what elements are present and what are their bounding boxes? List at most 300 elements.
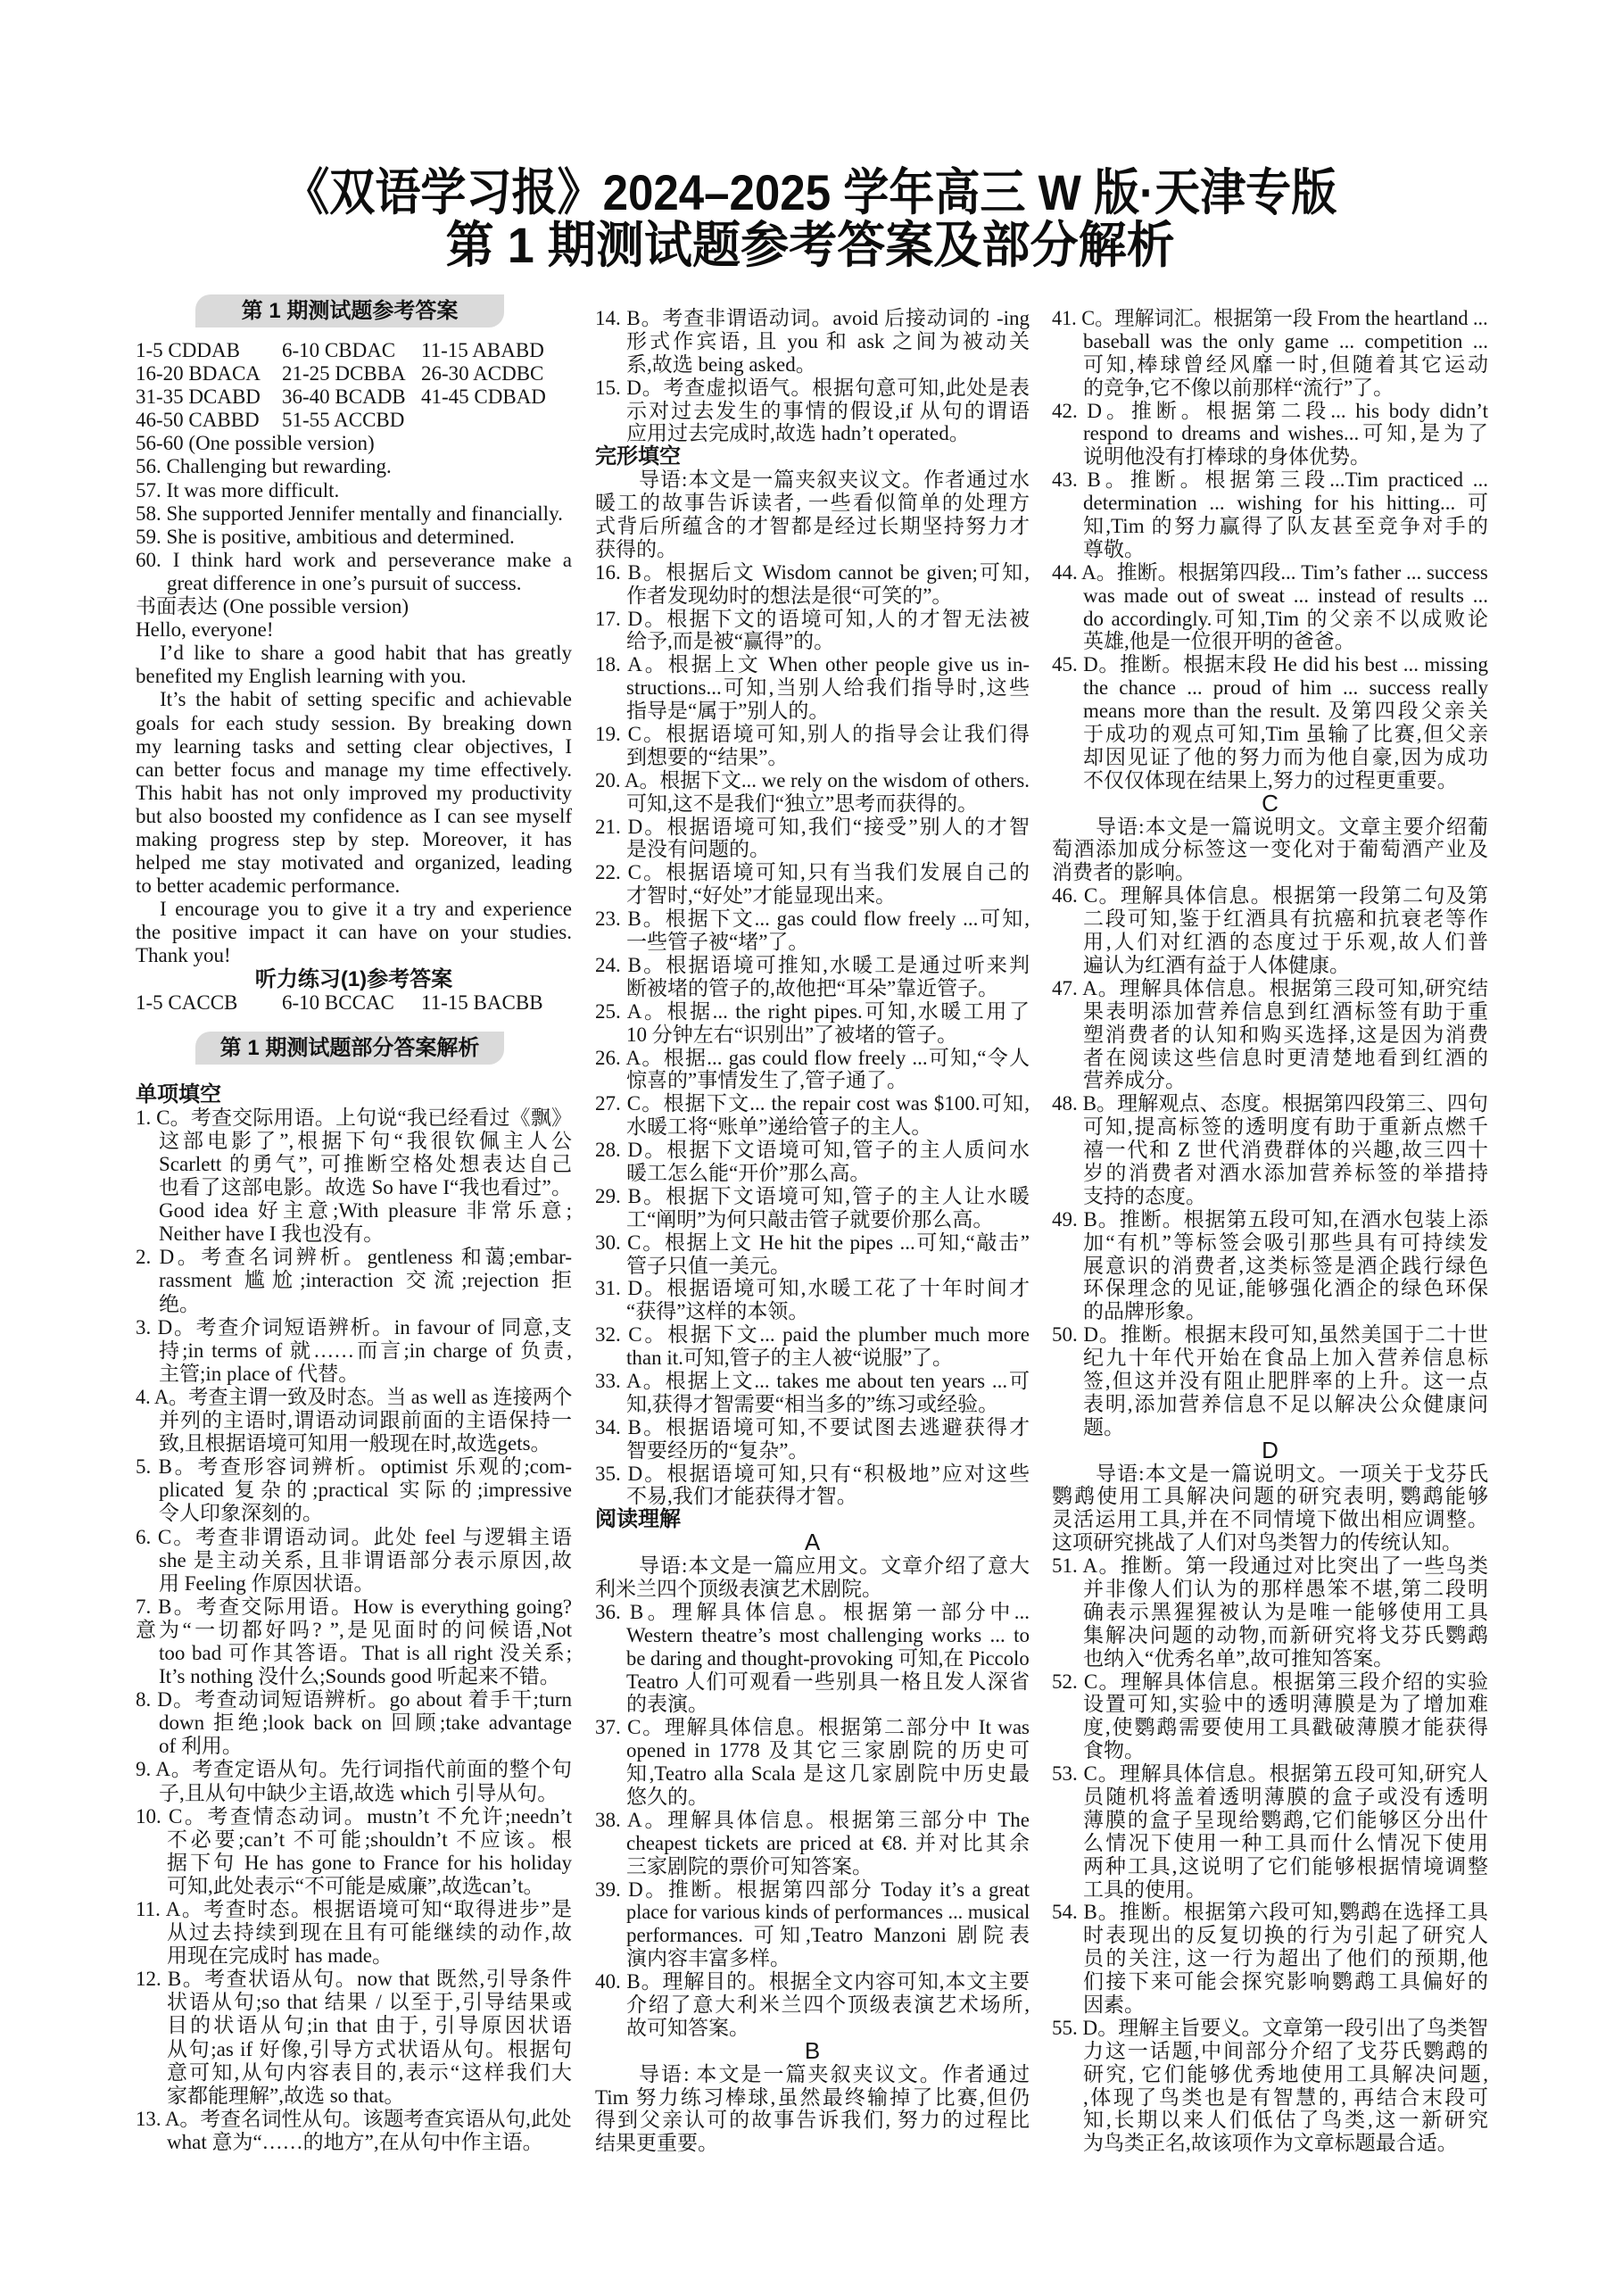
text-line: be daring and thought-provoking 可知,在 Piccolo — [626, 1646, 1030, 1670]
explanation-item — [595, 1047, 1030, 1093]
text-line: 48. B。理解观点、态度。根据第四段第三、四句 — [1052, 1092, 1488, 1115]
text-line: 30. C。根据上文 He hit the pipes ...可知,“敲击” — [595, 1231, 1030, 1254]
explanation-item — [595, 608, 1030, 654]
text-line: 2. D。考查名词辨析。gentleness 和蔼;embar- — [136, 1246, 572, 1269]
explanation-item — [1052, 307, 1488, 400]
explanation-item — [1052, 2017, 1488, 2155]
text-line: 导语:本文是一篇应用文。文章介绍了意大 — [639, 1554, 1030, 1578]
text-line: do accordingly.可知,Tim 的父亲不以成败论 — [1083, 607, 1488, 630]
explanation-item — [595, 1970, 1030, 2040]
text-line: 的竞争,它不像以前那样“流行”了。 — [1083, 376, 1394, 399]
text-line: was made out of sweat ... instead of results ... — [1083, 584, 1488, 607]
text-line: 是没有问题的。 — [626, 838, 770, 861]
explanation-item — [595, 1139, 1030, 1185]
text-line: It’s nothing 没什么;Sounds good 听起来不错。 — [159, 1665, 560, 1688]
explanation-item — [1052, 977, 1488, 1092]
text-line: 8. D。考查动词短语辨析。go about 着手干;turn — [136, 1688, 572, 1712]
explanation-item — [136, 1898, 572, 1968]
text-line: 工“阐明”为何只敲击管子就要价那么高。 — [626, 1207, 994, 1231]
answer-group: 26-30 ACDBC — [421, 362, 544, 385]
text-line: what 意为“……的地方”,在从句中作主语。 — [167, 2130, 543, 2153]
text-block — [136, 432, 572, 548]
text-line: 14. B。考查非谓语动词。avoid 后接动词的 -ing — [595, 307, 1030, 329]
text-line: 可知,此处表示“不可能是威廉”,故选can’t。 — [167, 1874, 544, 1897]
text-line: I encourage you to give it a try and experience — [160, 898, 572, 921]
explanation-item — [136, 1688, 572, 1758]
passage-intro — [595, 468, 1030, 561]
text-line: place for various kinds of performances ... musical — [626, 1901, 1030, 1924]
text-line: helped me stay motivated and organized, leading — [136, 851, 572, 874]
text-line: 49. B。推断。根据第五段可知,在酒水包装上添 — [1052, 1207, 1488, 1231]
text-line: 尊敬。 — [1083, 537, 1145, 560]
explanation-item — [595, 861, 1030, 908]
text-line: 9. A。考查定语从句。先行词指代前面的整个句 — [136, 1758, 572, 1781]
text-line: 34. B。根据语境可知,不要试图去逃避获得才 — [595, 1415, 1030, 1438]
text-line: 导语: 本文是一篇夹叙夹议文。作者通过 — [639, 2062, 1030, 2085]
explanation-item — [595, 908, 1030, 954]
passage-intro — [1052, 1463, 1488, 1555]
text-line: 食物。 — [1083, 1739, 1145, 1762]
text-line: 惊喜的”事情发生了,管子通了。 — [626, 1069, 907, 1092]
explanation-item — [595, 816, 1030, 862]
text-line: 得到父亲认可的故事告诉我们, 努力的过程比 — [595, 2109, 1030, 2132]
text-line: 用现在完成时 has made。 — [167, 1944, 393, 1968]
explanation-item — [136, 1246, 572, 1315]
answer-group: 51-55 ACCBD — [282, 409, 405, 432]
passage-intro — [1052, 816, 1488, 885]
text-line: 11. A。考查时态。根据语境可知“取得进步”是 — [136, 1898, 572, 1920]
text-line: 遍认为红酒有益于人体健康。 — [1083, 953, 1350, 976]
text-line: respond to dreams and wishes...可知,是为了 — [1083, 422, 1488, 445]
text-line: 6. C。考查非谓语动词。此处 feel 与逻辑主语 — [136, 1525, 572, 1548]
text-line: 工具的使用。 — [1083, 1877, 1206, 1901]
text-line: 5. B。考查形容词辨析。optimist 乐观的;com- — [136, 1455, 572, 1479]
text-line: 也纳入“优秀名单”,故可推知答案。 — [1083, 1646, 1394, 1670]
text-line: 么情况下使用一种工具而什么情况下使用 — [1083, 1831, 1488, 1854]
text-line: 环保理念的见证,能够强化酒企的绿色环保 — [1083, 1277, 1488, 1300]
text-line: 力这一话题,中间部分介绍了戈芬氏鹦鹉的 — [1083, 2039, 1488, 2062]
text-line: 53. C。理解具体信息。根据第五段可知,研究人 — [1052, 1762, 1488, 1786]
text-line: 4. A。考查主谓一致及时态。当 as well as 连接两个 — [136, 1385, 573, 1408]
text-line: Neither have I 我也没有。 — [159, 1223, 385, 1246]
text-line: too bad 可作其答语。That is all right 没关系; — [159, 1641, 572, 1664]
text-line: 意可知,从句内容表目的,表示“这样我们大 — [167, 2060, 572, 2084]
text-line: 56-60 (One possible version) — [136, 432, 375, 455]
explanation-item — [595, 1416, 1030, 1463]
explanation-item — [136, 1316, 572, 1386]
subsection-title: 听力练习(1)参考答案 — [254, 966, 453, 991]
text-line: 绝。 — [159, 1292, 200, 1315]
text-line: 27. C。根据下文... the repair cost was $100.可知, — [595, 1092, 1030, 1115]
text-line: This habit has not only improved my productivity — [136, 781, 572, 804]
text-line: 47. A。理解具体信息。根据第三段可知,研究结 — [1052, 976, 1488, 999]
explanation-item — [595, 769, 1030, 816]
column-left — [136, 294, 572, 2154]
text-line: 作者发现幼时的想法是很“可笑的”。 — [626, 584, 953, 607]
text-line: 55. D。理解主旨要义。文章第一段引出了鸟类智 — [1052, 2016, 1488, 2039]
text-line: 40. B。理解目的。根据全文内容可知,本文主要 — [595, 1970, 1030, 1993]
text-line: 英雄,他是一位很开明的爸爸。 — [1083, 630, 1355, 653]
explanation-item — [595, 1878, 1030, 1971]
text-line: 19. C。根据语境可知,别人的指导会让我们得 — [595, 723, 1030, 746]
text-line: 39. D。推断。根据第四部分 Today it’s a great — [595, 1877, 1030, 1901]
text-line: 22. C。根据语境可知,只有当我们发展自己的 — [595, 861, 1030, 884]
answer-group: 21-25 DCBBA — [282, 362, 406, 385]
text-line: It’s the habit of setting specific and achievable — [160, 688, 572, 711]
text-line: 两种工具,这说明了它们能够根据情境调整 — [1083, 1854, 1488, 1877]
text-line: 说明他没有打棒球的身体优势。 — [1083, 445, 1370, 468]
text-line: 不必要;can’t 不可能;shouldn’t 不应该。根 — [167, 1828, 572, 1851]
explanation-item — [595, 1231, 1030, 1278]
explanation-item — [136, 1968, 572, 2108]
explanation-item — [136, 1805, 572, 1898]
text-line: 暖工的故事告诉读者, 一些看似简单的处理方 — [595, 492, 1030, 515]
text-line: great difference in one’s pursuit of success. — [167, 571, 522, 594]
text-line: 水暖工将“账单”递给管子的主人。 — [626, 1115, 932, 1139]
page-subtitle — [0, 219, 1620, 272]
text-line: 36. B。理解具体信息。根据第一部分中... — [595, 1600, 1030, 1623]
text-line: 利米兰四个顶级表演艺术剧院。 — [595, 1577, 882, 1600]
text-line: 15. D。考查虚拟语气。根据句意可知,此处是表 — [595, 376, 1030, 399]
text-line: 们接下来可能会探究影响鹦鹉工具偏好的 — [1083, 1970, 1488, 1993]
text-line: 塑消费者的认知和购买选择,这是因为消费 — [1083, 1023, 1488, 1046]
column-right — [1052, 307, 1488, 2155]
text-line: 结果更重要。 — [595, 2132, 718, 2155]
text-line: benefited my English learning with you. — [136, 665, 467, 688]
text-line: 这项研究挑战了人们对鸟类智力的传统认知。 — [1052, 1531, 1462, 1554]
text-line: opened in 1778 及其它三家剧院的历史可 — [626, 1739, 1030, 1762]
text-line: but also boosted my confidence as I can see myself — [136, 804, 572, 827]
text-line: 于成功的观点可知,Tim 虽输了比赛,但父亲 — [1083, 723, 1488, 746]
text-line: 集解决问题的动物,而新研究将戈芬氏鹦鹉 — [1083, 1623, 1488, 1646]
text-line: performances. 可知,Teatro Manzoni 剧院表 — [626, 1924, 1030, 1947]
explanation-item — [595, 653, 1030, 723]
passage-label: D — [1262, 1436, 1279, 1463]
explanation-item — [136, 1386, 572, 1455]
answer-group: 36-40 BCADB — [282, 385, 406, 409]
text-line: 44. A。推断。根据第四段... Tim’s father ... success — [1052, 560, 1488, 584]
passage-intro — [595, 1554, 1030, 1601]
section-banner: 第 1 期测试题参考答案 — [195, 294, 504, 327]
text-line: Good idea 好主意;With pleasure 非常乐意; — [159, 1199, 572, 1223]
text-line: can better focus and manage my time effectively. — [136, 758, 572, 781]
text-line: to better academic performance. — [136, 874, 401, 898]
text-line: 应用过去完成时,故选 hadn’t operated。 — [626, 422, 970, 445]
passage-label: B — [804, 2036, 821, 2064]
explanation-item — [595, 1809, 1030, 1878]
text-line: 可知,提高标签的透明度有助于重新点燃千 — [1083, 1115, 1488, 1139]
text-line: 营养成分。 — [1083, 1069, 1186, 1092]
text-line: the chance ... proud of him ... success really — [1083, 676, 1488, 700]
explanation-item — [136, 1596, 572, 1688]
text-line: 导语:本文是一篇说明文。文章主要介绍葡 — [1096, 815, 1488, 838]
text-line: determination ... wishing for his hitting... 可 — [1083, 492, 1488, 515]
explanation-item — [595, 377, 1030, 446]
text-line: 知,Tim 的努力赢得了队友甚至竞争对手的 — [1083, 515, 1488, 538]
text-line: 为鸟类正名,故该项作为文章标题最合适。 — [1083, 2132, 1458, 2155]
text-line: plicated 复杂的;practical 实际的;impressive — [159, 1479, 572, 1502]
text-line: making progress step by step. Moreover, it has — [136, 827, 572, 850]
text-line: 用 Feeling 作原因状语。 — [159, 1571, 375, 1595]
answer-group: 41-45 CDBAD — [421, 385, 546, 409]
text-line: 确表示黑猩猩被认为是唯一能够使用工具 — [1083, 1600, 1488, 1623]
text-line: “获得”这样的本领。 — [626, 1300, 809, 1323]
text-line: 却因见证了他的努力而为他自豪,因为成功 — [1083, 745, 1488, 768]
text-line: 演内容丰富多样。 — [626, 1947, 790, 1970]
text-line: she 是主动关系, 且非谓语部分表示原因,故 — [159, 1548, 572, 1571]
text-line: 也看了这部电影。故选 So have I“我也看过”。 — [159, 1176, 572, 1199]
explanation-item — [1052, 1670, 1488, 1763]
text-line: 41. C。理解词汇。根据第一段 From the heartland ... — [1052, 307, 1488, 329]
text-line: Scarlett 的勇气”, 可推断空格处想表达自己 — [159, 1153, 572, 1175]
text-line: 不仅仅体现在结果上,努力的过程更重要。 — [1083, 768, 1458, 792]
text-line: 子,且从句中缺少主语,故选 which 引导从句。 — [159, 1781, 559, 1804]
text-line: 31. D。根据语境可知,水暖工花了十年时间才 — [595, 1277, 1030, 1300]
text-line: 主管;in place of 代替。 — [159, 1362, 360, 1385]
text-line: 43. B。推断。根据第三段...Tim practiced ... — [1052, 468, 1488, 492]
text-line: 38. A。理解具体信息。根据第三部分中 The — [595, 1808, 1030, 1831]
text-line: 12. B。考查状语从句。now that 既然,引导条件 — [136, 1968, 572, 1991]
text-line: 并列的主语时,谓语动词跟前面的主语保持一 — [159, 1409, 572, 1432]
text-line: the positive impact it can have on your studies. — [136, 921, 572, 944]
text-line: 知,长期以来人们低估了鸟类,这一新研究 — [1083, 2109, 1488, 2132]
text-block — [136, 595, 572, 642]
text-line: 知,Teatro alla Scala 是这几家剧院中历史最 — [626, 1762, 1030, 1786]
explanation-item — [595, 307, 1030, 377]
text-line: 二段可知,鉴于红酒具有抗癌和抗衰老等作 — [1083, 908, 1488, 931]
text-line: 45. D。推断。根据末段 He did his best ... missing — [1052, 653, 1488, 676]
essay-paragraph — [136, 642, 572, 688]
page-title — [0, 166, 1620, 220]
text-line: 持;in terms of 就……而言;in charge of 负责, — [159, 1339, 572, 1362]
explanation-item — [1052, 1762, 1488, 1901]
answer-group: 6-10 CBDAC — [282, 339, 396, 361]
answer-row — [136, 409, 572, 432]
text-line: ,体现了鸟类也是有智慧的, 再结合末段可 — [1083, 2085, 1488, 2109]
text-line: 才智时,“好处”才能显现出来。 — [626, 884, 897, 908]
explanation-item — [1052, 1092, 1488, 1207]
text-line: 令人印象深刻的。 — [159, 1502, 323, 1525]
text-line: means more than the result. 及第四段父亲关 — [1083, 700, 1488, 723]
text-line: 支持的态度。 — [1083, 1184, 1206, 1207]
text-line: 题。 — [1083, 1415, 1124, 1438]
text-line: 故可知答案。 — [626, 2016, 749, 2039]
explanation-item — [1052, 1554, 1488, 1670]
text-line: 21. D。根据语境可知,我们“接受”别人的才智 — [595, 815, 1030, 838]
explanation-item — [136, 549, 572, 595]
text-line: structions...可知,当别人给我们指导时,这些 — [626, 676, 1030, 700]
text-line: 因素。 — [1083, 1993, 1145, 2017]
text-line: 纪九十年代开始在食品上加入营养信息标 — [1083, 1347, 1488, 1370]
text-line: 35. D。根据语境可知,只有“积极地”应对这些 — [595, 1462, 1030, 1485]
text-line: 58. She supported Jennifer mentally and financially. — [136, 501, 563, 525]
text-line: 50. D。推断。根据末段可知,虽然美国于二十世 — [1052, 1323, 1488, 1347]
text-line: 25. A。根据... the right pipes.可知,水暖工用了 — [595, 999, 1030, 1023]
text-line: 16. B。根据后文 Wisdom cannot be given;可知, — [595, 560, 1030, 584]
text-line: 指导是“属于”别人的。 — [626, 700, 830, 723]
text-line: baseball was the only game ... competition ... — [1083, 329, 1488, 352]
text-line: 37. C。理解具体信息。根据第二部分中 It was — [595, 1716, 1030, 1739]
text-line: 鹦鹉使用工具解决问题的研究表明, 鹦鹉能够 — [1052, 1485, 1488, 1508]
text-line: 54. B。推断。根据第六段可知,鹦鹉在选择工具 — [1052, 1901, 1488, 1924]
explanation-item — [595, 1000, 1030, 1047]
text-line: Tim 努力练习棒球,虽然最终输掉了比赛,但仍 — [595, 2085, 1030, 2109]
text-line: 为“一切都好吗? ”,是见面时的问候语,Not — [159, 1618, 572, 1641]
text-line: 46. C。理解具体信息。根据第一段第二句及第 — [1052, 884, 1488, 908]
explanation-item — [595, 954, 1030, 1000]
page-subtitle-text: 第 1 期测试题参考答案及部分解析 — [445, 217, 1175, 273]
text-line: 的表演。 — [626, 1693, 708, 1716]
text-line: 3. D。考查介词短语辨析。in favour of 同意,支 — [136, 1315, 572, 1339]
explanation-item — [1052, 468, 1488, 561]
text-line: 消费者的影响。 — [1052, 861, 1196, 884]
text-line: 52. C。理解具体信息。根据第三段介绍的实验 — [1052, 1670, 1488, 1693]
text-line: 17. D。根据下文的语境可知,人的才智无法被 — [595, 607, 1030, 630]
answer-group: 46-50 CABBD — [136, 409, 260, 432]
answer-group: 6-10 BCCAC — [282, 991, 394, 1014]
answer-group: 11-15 ABABD — [421, 339, 544, 361]
text-line: 13. A。考查名词性从句。该题考查宾语从句,此处 — [136, 2107, 572, 2130]
text-line: 知,获得才智需要“相当多的”练习或经验。 — [626, 1392, 999, 1415]
explanation-item — [1052, 561, 1488, 654]
explanation-item — [595, 561, 1030, 608]
text-line: 三家剧院的票价可知答案。 — [626, 1854, 873, 1877]
text-line: 20. A。根据下文... we rely on the wisdom of others. — [595, 768, 1030, 792]
explanation-item — [595, 1323, 1030, 1370]
text-line: my learning tasks and setting clear objectives, I — [136, 734, 572, 758]
answer-group: 1-5 CDDAB — [136, 339, 240, 361]
text-line: 从句;as if 好像,引导方式状语从句。根据句 — [167, 2037, 572, 2060]
text-line: 致,且根据语境可知用一般现在时,故选gets。 — [159, 1432, 551, 1455]
text-line: 57. It was more difficult. — [136, 478, 340, 501]
text-line: 29. B。根据下文语境可知,管子的主人让水暖 — [595, 1184, 1030, 1207]
explanation-item — [1052, 1901, 1488, 2016]
text-line: 研究, 它们能够优秀地使用工具解决问题, — [1083, 2062, 1488, 2085]
text-line: 介绍了意大利米兰四个顶级表演艺术场所, — [626, 1993, 1030, 2017]
text-line: 员的关注, 这一行为超出了他们的预期,他 — [1083, 1947, 1488, 1970]
text-line: 度,使鹦鹉需要使用工具戳破薄膜才能获得 — [1083, 1716, 1488, 1739]
answer-group: 11-15 BACBB — [421, 991, 543, 1014]
explanation-item — [136, 2108, 572, 2154]
text-line: 28. D。根据下文语境可知,管子的主人质问水 — [595, 1139, 1030, 1162]
explanation-item — [136, 1455, 572, 1525]
text-line: 目的状语从句;in that 由于, 引导原因状语 — [167, 2014, 572, 2037]
explanation-item — [595, 1370, 1030, 1416]
text-line: 者在阅读这些信息时更清楚地看到红酒的 — [1083, 1046, 1488, 1069]
explanation-item — [1052, 884, 1488, 977]
text-line: 这部电影了”,根据下句“我很钦佩主人公 — [159, 1129, 572, 1152]
text-line: 7. B。考查交际用语。How is everything going? 意 — [136, 1595, 572, 1641]
text-line: I’d like to share a good habit that has greatly — [160, 642, 572, 665]
explanation-item — [595, 1716, 1030, 1809]
text-line: cheapest tickets are priced at €8. 并对比其余 — [626, 1831, 1030, 1854]
text-line: 给予,而是被“赢得”的。 — [626, 630, 835, 653]
text-line: 一些管子被“堵”了。 — [626, 931, 809, 954]
explanation-item — [595, 1463, 1030, 1509]
essay-paragraph — [136, 898, 572, 967]
text-line: 断被堵的管子的,故他把“耳朵”靠近管子。 — [626, 976, 999, 999]
text-line: 设置可知,实验中的透明薄膜是为了增加难 — [1083, 1693, 1488, 1716]
passage-label: A — [804, 1529, 821, 1556]
text-line: 从过去持续到现在且有可能继续的动作,故 — [167, 1921, 572, 1944]
text-line: 管子只值一美元。 — [626, 1254, 790, 1277]
text-line: 51. A。推断。第一段通过对比突出了一些鸟类 — [1052, 1554, 1488, 1578]
text-line: 导语:本文是一篇夹叙夹议文。作者通过水 — [639, 468, 1030, 492]
text-line: 23. B。根据下文... gas could flow freely ...可知, — [595, 908, 1030, 931]
page-title-text: 《双语学习报》2024–2025 学年高三 W 版·天津专版 — [283, 164, 1336, 220]
explanation-item — [595, 723, 1030, 769]
text-line: 获得的。 — [595, 537, 677, 560]
text-line: 56. Challenging but rewarding. — [136, 455, 392, 478]
answer-row — [136, 991, 572, 1015]
answer-row — [136, 385, 572, 409]
section-heading: 完形填空 — [595, 444, 681, 469]
text-line: 员随机将盖着透明薄膜的盒子或没有透明 — [1083, 1786, 1488, 1808]
text-line: 可知,这不是我们“独立”思考而获得的。 — [626, 792, 979, 815]
text-line: 24. B。根据语境可推知,水暖工是通过听来判 — [595, 953, 1030, 976]
text-line: 果表明添加营养信息到红酒标签有助于重 — [1083, 999, 1488, 1023]
text-line: 据下句 He has gone to France for his holiday — [167, 1851, 572, 1874]
text-line: 不易,我们才能获得才智。 — [626, 1485, 857, 1508]
text-line: Hello, everyone! — [136, 618, 274, 642]
explanation-item — [595, 1185, 1030, 1231]
text-line: 42. D。推断。根据第二段... his body didn’t — [1052, 399, 1488, 422]
text-line: 加“有机”等标签会吸引那些具有可持续发 — [1083, 1231, 1488, 1254]
explanation-item — [1052, 1323, 1488, 1438]
text-line: 薄膜的盒子呈现给鹦鹉,它们能够区分出什 — [1083, 1808, 1488, 1831]
column-middle — [595, 307, 1030, 2155]
explanation-item — [136, 1526, 572, 1596]
explanation-item — [595, 1601, 1030, 1716]
section-heading: 单项填空 — [136, 1082, 221, 1107]
section-heading: 阅读理解 — [595, 1507, 681, 1532]
text-line: Western theatre’s most challenging works ... to — [626, 1623, 1030, 1646]
text-line: 33. A。根据上文... takes me about ten years ...可 — [595, 1369, 1030, 1392]
essay-paragraph — [136, 688, 572, 898]
text-line: 岁的消费者对酒水添加营养标签的举措持 — [1083, 1161, 1488, 1184]
text-line: 智要经历的“复杂”。 — [626, 1438, 809, 1462]
text-line: 59. She is positive, ambitious and determined. — [136, 525, 515, 548]
answer-row — [136, 362, 572, 385]
explanation-item — [595, 1092, 1030, 1139]
text-line: Thank you! — [136, 944, 231, 967]
text-line: 时表现出的反复切换的行为引起了研究人 — [1083, 1924, 1488, 1947]
section-banner: 第 1 期测试题部分答案解析 — [195, 1032, 504, 1065]
text-line: 系,故选 being asked。 — [626, 352, 816, 376]
text-line: down 拒绝;look back on 回顾;take advantage — [159, 1712, 572, 1735]
passage-intro — [595, 2063, 1030, 2156]
text-line: 暖工怎么能“开价”那么高。 — [626, 1161, 871, 1184]
text-line: 式背后所蕴含的才智都是经过长期坚持努力才 — [595, 515, 1030, 538]
text-line: rassment 尴尬;interaction 交流;rejection 拒 — [159, 1269, 572, 1292]
passage-label: C — [1262, 789, 1279, 816]
text-line: 1. C。考查交际用语。上句说“我已经看过《飘》 — [136, 1106, 572, 1129]
answer-group: 31-35 DCABD — [136, 385, 261, 409]
text-line: of 利用。 — [159, 1735, 243, 1758]
text-line: than it.可知,管子的主人被“说服”了。 — [626, 1347, 954, 1370]
text-line: 书面表达 (One possible version) — [136, 595, 409, 618]
text-line: 10 分钟左右“识别出”了被堵的管子。 — [626, 1023, 958, 1046]
text-line: 18. A。根据上文 When other people give us in- — [595, 653, 1030, 676]
text-line: 60. I think hard work and perseverance make a — [136, 548, 572, 571]
text-line: 导语:本文是一篇说明文。一项关于戈芬氏 — [1096, 1462, 1488, 1485]
text-line: goals for each study session. By breaking down — [136, 711, 572, 734]
text-line: 形式作宾语, 且 you 和 ask 之间为被动关 — [626, 329, 1030, 352]
text-line: 表明,添加营养信息不足以解决公众健康问 — [1083, 1392, 1488, 1415]
text-line: 状语从句;so that 结果 / 以至于,引导结果或 — [167, 1991, 572, 2014]
explanation-item — [1052, 400, 1488, 469]
text-line: 萄酒添加成分标签这一变化对于葡萄酒产业及 — [1052, 838, 1488, 861]
